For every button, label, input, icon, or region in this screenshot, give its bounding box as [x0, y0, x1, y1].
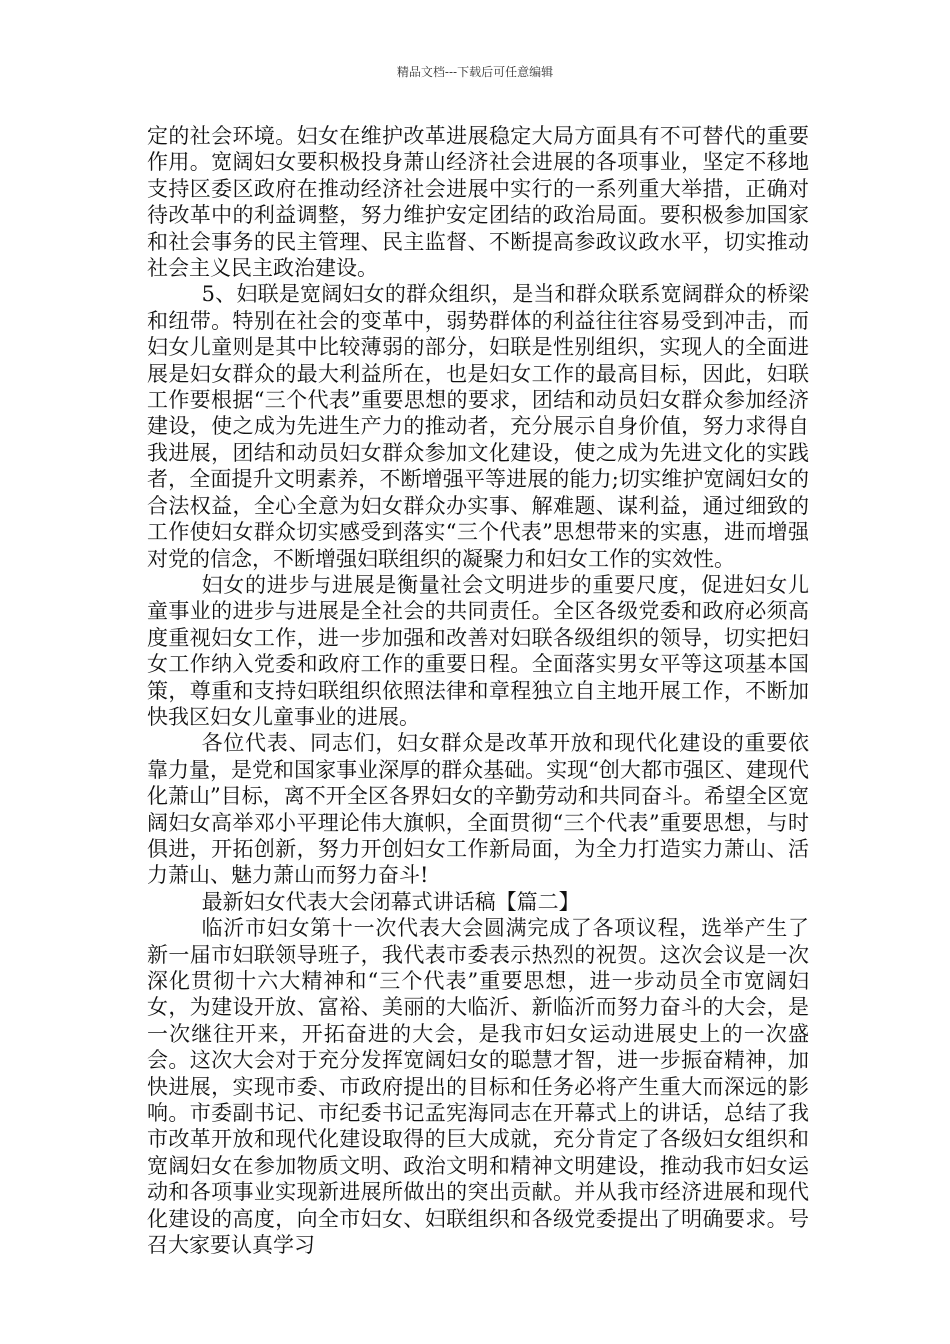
paragraph-3: 妇女的进步与进展是衡量社会文明进步的重要尺度，促进妇女儿童事业的进步与进展是全社会的共同责任。全区各级党委和政府必须高度重视妇女工作，进一步加强和改善对妇联各级组织的领导，切实把妇女工作纳入党委和政府工作的重要日程。全面落实男女平等这项基本国策，尊重和支持妇联组织依照法律和章程独立自主地开展工作，不断加快我区妇女儿童事业的进展。	[147, 572, 809, 729]
paragraph-4: 各位代表、同志们，妇女群众是改革开放和现代化建设的重要依靠力量，是党和国家事业深厚的群众基础。实现“创大都市强区、建现代化萧山”目标，离不开全区各界妇女的辛勤劳动和共同奋斗。希望全区宽阔妇女高举邓小平理论伟大旗帜，全面贯彻“三个代表”重要思想，与时俱进，开拓创新，努力开创妇女工作新局面，为全力打造实力萧山、活力萧山、魅力萧山而努力奋斗!	[147, 731, 809, 888]
section-heading: 最新妇女代表大会闭幕式讲话稿【篇二】	[201, 889, 580, 914]
paragraph-1: 定的社会环境。妇女在维护改革进展稳定大局方面具有不可替代的重要作用。宽阔妇女要积极投身萧山经济社会进展的各项事业，坚定不移地支持区委区政府在推动经济社会进展中实行的一系列重大举措，正确对待改革中的利益调整，努力维护安定团结的政治局面。要积极参加国家和社会事务的民主管理、民主监督、不断提高参政议政水平，切实推动社会主义民主政治建设。	[147, 124, 809, 281]
document-body	[147, 123, 809, 1258]
page-header: 精品文档---下载后可任意编辑	[396, 65, 554, 79]
paragraph-2: 5、妇联是宽阔妇女的群众组织，是当和群众联系宽阔群众的桥梁和纽带。特别在社会的变革中，弱势群体的利益往往容易受到冲击，而妇女儿童则是其中比较薄弱的部分，妇联是性别组织，实现人的全面进展是妇女群众的最大利益所在，也是妇女工作的最高目标，因此，妇联工作要根据“三个代表”重要思想的要求，团结和动员妇女群众参加经济建设，使之成为先进生产力的推动者，充分展示自身价值，努力求得自我进展，团结和动员妇女群众参加文化建设，使之成为先进文化的实践者，全面提升文明素养，不断增强平等进展的能力;切实维护宽阔妇女的合法权益，全心全意为妇女群众办实事、解难题、谋利益，通过细致的工作使妇女群众切实感受到落实“三个代表”思想带来的实惠，进而增强对党的信念，不断增强妇联组织的凝聚力和妇女工作的实效性。	[147, 282, 809, 571]
paragraph-5: 临沂市妇女第十一次代表大会圆满完成了各项议程，选举产生了新一届市妇联领导班子，我代表市委表示热烈的祝贺。这次会议是一次深化贯彻十六大精神和“三个代表”重要思想，进一步动员全市宽阔妇女，为建设开放、富裕、美丽的大临沂、新临沂而努力奋斗的大会，是一次继往开来，开拓奋进的大会，是我市妇女运动进展史上的一次盛会。这次大会对于充分发挥宽阔妇女的聪慧才智，进一步振奋精神，加快进展，实现市委、市政府提出的目标和任务必将产生重大而深远的影响。市委副书记、市纪委书记孟宪海同志在开幕式上的讲话，总结了我市改革开放和现代化建设取得的巨大成就，充分肯定了各级妇女组织和宽阔妇女在参加物质文明、政治文明和精神文明建设，推动我市妇女运动和各项事业实现新进展所做出的突出贡献。并从我市经济进展和现代化建设的高度，向全市妇女、妇联组织和各级党委提出了明确要求。号召大家要认真学习	[147, 916, 809, 1258]
